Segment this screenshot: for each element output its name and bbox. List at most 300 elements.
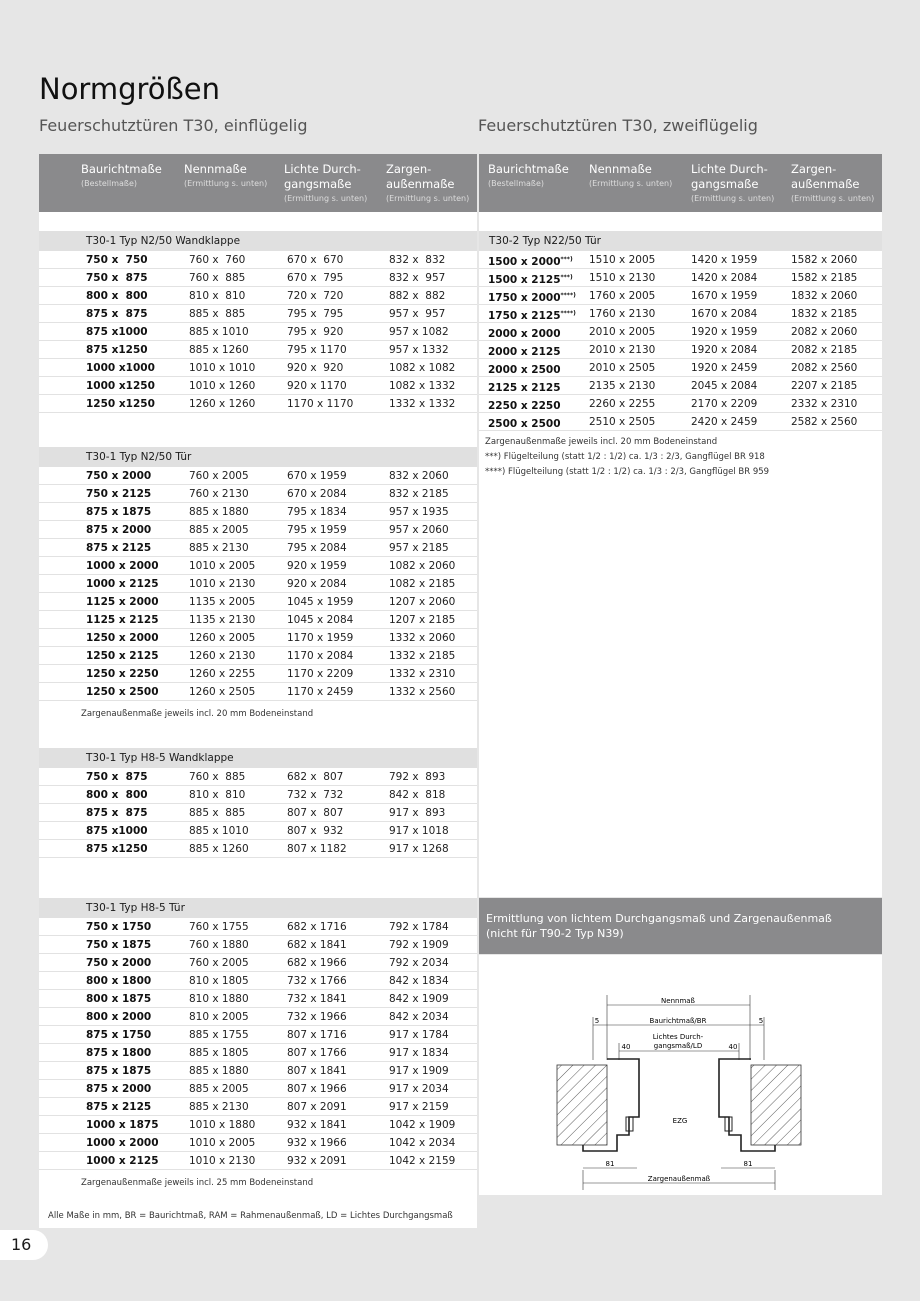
footnote-marker: ***): [560, 256, 573, 263]
cell: 1000 x 2000: [86, 1137, 159, 1149]
cell: 917 x 1834: [389, 1047, 449, 1059]
header-lichte: Lichte Durch- gangsmaße (Ermittlung s. unten): [691, 162, 775, 203]
header-lichte: Lichte Durch- gangsmaße (Ermittlung s. unten): [284, 162, 368, 203]
right-wall-hatch: [751, 1065, 801, 1145]
cell: 2010 x 2005: [589, 326, 656, 338]
cell: 760 x 1755: [189, 921, 249, 933]
cell: 760 x 885: [189, 771, 246, 783]
cell: 1010 x 1880: [189, 1119, 256, 1131]
cell: 750 x 2000: [86, 957, 152, 969]
label-81-right: 81: [743, 1160, 753, 1168]
cell: 792 x 2034: [389, 957, 449, 969]
table-row: [39, 665, 477, 683]
cell: [488, 395, 561, 415]
cell: 1207 x 2185: [389, 614, 456, 626]
cell: 800 x 800: [86, 789, 148, 801]
cell: 1760 x 2130: [589, 308, 656, 320]
table-row: [39, 990, 477, 1008]
cell: 957 x 957: [389, 308, 446, 320]
cell: 807 x 932: [287, 825, 344, 837]
cell: 795 x 795: [287, 308, 344, 320]
cell: 1260 x 2255: [189, 668, 256, 680]
cell: 1332 x 2310: [389, 668, 456, 680]
cell: 807 x 1841: [287, 1065, 347, 1077]
label-ezg: EZG: [672, 1117, 688, 1125]
cell: 885 x 2005: [189, 1083, 249, 1095]
table-row: [39, 395, 477, 413]
cell-value: 2000 x 2000: [488, 328, 561, 340]
table-row: [39, 1026, 477, 1044]
cell: [488, 377, 561, 397]
label-nennmass: Nennmaß: [661, 997, 695, 1005]
cell: 1082 x 1332: [389, 380, 456, 392]
cell: 2010 x 2130: [589, 344, 656, 356]
cell: 2082 x 2060: [791, 326, 858, 338]
cell: 885 x 1880: [189, 506, 249, 518]
cell: 875 x 875: [86, 308, 148, 320]
cell: 1260 x 2130: [189, 650, 256, 662]
info-box: [479, 898, 882, 954]
table-row: [479, 287, 882, 305]
cell: 1045 x 2084: [287, 614, 354, 626]
info-subtitle: (nicht für T90-2 Typ N39): [486, 927, 624, 940]
cell: 842 x 818: [389, 789, 446, 801]
cell: 1582 x 2060: [791, 254, 858, 266]
cell: 1260 x 2005: [189, 632, 256, 644]
table-row: [479, 341, 882, 359]
cell: 1332 x 1332: [389, 398, 456, 410]
cell: 875 x 2000: [86, 524, 152, 536]
cell: 957 x 2060: [389, 524, 449, 536]
cell: 1082 x 2185: [389, 578, 456, 590]
cell: 2045 x 2084: [691, 380, 758, 392]
cell: 1920 x 2084: [691, 344, 758, 356]
cell: 2082 x 2560: [791, 362, 858, 374]
cell: 1000 x1250: [86, 380, 155, 392]
cell: 1000 x 2125: [86, 1155, 159, 1167]
cell: 1125 x 2000: [86, 596, 159, 608]
cell: 875 x1000: [86, 825, 148, 837]
cell: 1010 x 1260: [189, 380, 256, 392]
section-title: T30-1 Typ N2/50 Wandklappe: [39, 231, 477, 251]
cell: 795 x 1959: [287, 524, 347, 536]
cell: 1042 x 1909: [389, 1119, 456, 1131]
cell: 917 x 2034: [389, 1083, 449, 1095]
cell: 1000 x 2000: [86, 560, 159, 572]
cell: 792 x 1909: [389, 939, 449, 951]
footnote-marker: ****): [560, 292, 576, 299]
note-line: Zargenaußenmaße jeweils incl. 20 mm Bodeneinstand: [485, 437, 718, 447]
cell: 800 x 1875: [86, 993, 152, 1005]
cell: 885 x 2130: [189, 542, 249, 554]
table-row: [479, 323, 882, 341]
cell: 810 x 810: [189, 789, 246, 801]
cell: 917 x 1909: [389, 1065, 449, 1077]
table-row: [479, 269, 882, 287]
table-row: [39, 521, 477, 539]
cell: 2260 x 2255: [589, 398, 656, 410]
note-line: ****) Flügelteilung (statt 1/2 : 1/2) ca. 1/3 : 2/3, Gangflügel BR 959: [485, 467, 770, 477]
cell: 1170 x 1959: [287, 632, 354, 644]
label-baurichtmass: Baurichtmaß/BR: [649, 1017, 707, 1025]
cell: [488, 251, 573, 271]
cell: 1135 x 2130: [189, 614, 256, 626]
cell: 885 x 1010: [189, 825, 249, 837]
cell: 885 x 1880: [189, 1065, 249, 1077]
header-zargen: Zargen- außenmaße (Ermittlung s. unten): [791, 162, 875, 203]
cell: 1000 x1000: [86, 362, 155, 374]
page-number: 16: [11, 1235, 32, 1254]
label-lichtes-1: Lichtes Durch-: [652, 1033, 704, 1041]
table-row: [39, 1116, 477, 1134]
cell: 750 x 2000: [86, 470, 152, 482]
cell: 720 x 720: [287, 290, 344, 302]
cell: 807 x 2091: [287, 1101, 347, 1113]
label-zargen: Zargenaußenmaß: [647, 1175, 711, 1183]
cell: 670 x 2084: [287, 488, 347, 500]
cell: 1010 x 2005: [189, 560, 256, 572]
cell: 875 x1000: [86, 326, 148, 338]
cell: 1510 x 2130: [589, 272, 656, 284]
label-5-right: 5: [758, 1017, 764, 1025]
left-table-header: [39, 154, 477, 212]
table-row: [39, 1044, 477, 1062]
table-row: [39, 822, 477, 840]
table-row: [39, 1098, 477, 1116]
cell: 750 x 875: [86, 771, 148, 783]
cell: 832 x 957: [389, 272, 446, 284]
table-row: [479, 359, 882, 377]
cell: 832 x 2060: [389, 470, 449, 482]
cell: 1000 x 1875: [86, 1119, 159, 1131]
cell: 807 x 1766: [287, 1047, 347, 1059]
cell: 792 x 1784: [389, 921, 449, 933]
cell: 1082 x 2060: [389, 560, 456, 572]
section-title: T30-1 Typ H8-5 Tür: [39, 898, 477, 918]
cell: 810 x 2005: [189, 1011, 249, 1023]
cell: 760 x 760: [189, 254, 246, 266]
cell: [488, 305, 576, 325]
table-row: [39, 954, 477, 972]
cell-value: 1750 x 2000: [488, 292, 561, 304]
cell: 760 x 1880: [189, 939, 249, 951]
cell-value: 2000 x 2500: [488, 364, 561, 376]
cell: 1125 x 2125: [86, 614, 159, 626]
cell: 1000 x 2125: [86, 578, 159, 590]
cell: 1082 x 1082: [389, 362, 456, 374]
table-row: [39, 936, 477, 954]
cell: 957 x 1332: [389, 344, 449, 356]
cell: 682 x 1716: [287, 921, 347, 933]
dimension-diagram: [479, 955, 882, 1195]
table-row: [39, 557, 477, 575]
right-notes: [479, 431, 882, 480]
table-row: [39, 323, 477, 341]
cell-value: 2000 x 2125: [488, 346, 561, 358]
cell-value: 2500 x 2500: [488, 418, 561, 430]
cell: 1420 x 1959: [691, 254, 758, 266]
cell: 750 x 1875: [86, 939, 152, 951]
cell: 750 x 2125: [86, 488, 152, 500]
cell: 1332 x 2185: [389, 650, 456, 662]
cell: 750 x 875: [86, 272, 148, 284]
cell: 1920 x 1959: [691, 326, 758, 338]
cell: 750 x 750: [86, 254, 148, 266]
cell: 832 x 2185: [389, 488, 449, 500]
table-row: [39, 1134, 477, 1152]
cell: 1260 x 2505: [189, 686, 256, 698]
cell: 795 x 2084: [287, 542, 347, 554]
table-row: [39, 611, 477, 629]
table-row: [39, 467, 477, 485]
cell: 807 x 1182: [287, 843, 347, 855]
cell: 682 x 1841: [287, 939, 347, 951]
right-table-header: [479, 154, 882, 212]
cell: 1832 x 2185: [791, 308, 858, 320]
cell: 1920 x 2459: [691, 362, 758, 374]
left-section: [39, 231, 477, 413]
table-row: [39, 251, 477, 269]
left-section: [39, 447, 477, 722]
cell: 932 x 1966: [287, 1137, 347, 1149]
cell: 1250 x 2500: [86, 686, 159, 698]
cell: 807 x 1716: [287, 1029, 347, 1041]
cell: 885 x 1805: [189, 1047, 249, 1059]
note-line: ***) Flügelteilung (statt 1/2 : 1/2) ca. 1/3 : 2/3, Gangflügel BR 918: [485, 452, 765, 462]
cell: 1250 x 2250: [86, 668, 159, 680]
cell: 2170 x 2209: [691, 398, 758, 410]
cell: 920 x 1959: [287, 560, 347, 572]
header-nennmasse: Nennmaße (Ermittlung s. unten): [184, 162, 268, 188]
info-title: Ermittlung von lichtem Durchgangsmaß und Zargenaußenmaß: [486, 912, 832, 925]
cell: 1045 x 1959: [287, 596, 354, 608]
cell: 885 x 1755: [189, 1029, 249, 1041]
cell: 2207 x 2185: [791, 380, 858, 392]
cell: [488, 287, 576, 307]
cell: 1510 x 2005: [589, 254, 656, 266]
cell: 875 x1250: [86, 843, 148, 855]
cell: 807 x 807: [287, 807, 344, 819]
cell: 2510 x 2505: [589, 416, 656, 428]
cell-value: 2125 x 2125: [488, 382, 561, 394]
header-nennmasse: Nennmaße (Ermittlung s. unten): [589, 162, 673, 188]
cell: 2582 x 2560: [791, 416, 858, 428]
cell: 875 x 2125: [86, 542, 152, 554]
cell: 1010 x 1010: [189, 362, 256, 374]
table-row: [39, 1152, 477, 1170]
cell: 875 x 2125: [86, 1101, 152, 1113]
cell: 2082 x 2185: [791, 344, 858, 356]
cell: 842 x 1834: [389, 975, 449, 987]
cell-value: 1500 x 2000: [488, 256, 561, 268]
cell: 885 x 2130: [189, 1101, 249, 1113]
cell: 1207 x 2060: [389, 596, 456, 608]
table-row: [39, 377, 477, 395]
cell: 932 x 1841: [287, 1119, 347, 1131]
subtitle-single-leaf: Feuerschutztüren T30, einflügelig: [39, 116, 308, 135]
cell: 885 x 885: [189, 807, 246, 819]
cell-value: 2250 x 2250: [488, 400, 561, 412]
table-row: [39, 575, 477, 593]
left-section: [39, 748, 477, 858]
cell: 795 x 1170: [287, 344, 347, 356]
header-zargen: Zargen- außenmaße (Ermittlung s. unten): [386, 162, 470, 203]
cell: 1170 x 2459: [287, 686, 354, 698]
cell: 800 x 1800: [86, 975, 152, 987]
label-40-left: 40: [621, 1043, 631, 1051]
cell: 810 x 810: [189, 290, 246, 302]
cell: 1135 x 2005: [189, 596, 256, 608]
cell: 1170 x 2209: [287, 668, 354, 680]
cell: 670 x 1959: [287, 470, 347, 482]
cell: 682 x 1966: [287, 957, 347, 969]
cell: 1582 x 2185: [791, 272, 858, 284]
cell: [488, 341, 561, 361]
cell: 1260 x 1260: [189, 398, 256, 410]
cell: 842 x 2034: [389, 1011, 449, 1023]
cell: 885 x 1260: [189, 344, 249, 356]
cell: 957 x 1935: [389, 506, 449, 518]
section-note: Zargenaußenmaße jeweils incl. 25 mm Bodeneinstand: [81, 1178, 314, 1188]
footnote-marker: ***): [560, 274, 573, 281]
cell: 875 x 1750: [86, 1029, 152, 1041]
cell: 1170 x 1170: [287, 398, 354, 410]
table-row: [39, 269, 477, 287]
page-title: Normgrößen: [39, 72, 221, 106]
section-title: T30-2 Typ N22/50 Tür: [479, 231, 882, 251]
cell: 732 x 732: [287, 789, 344, 801]
cell: [488, 269, 573, 289]
cell: [488, 323, 561, 343]
cell: 885 x 885: [189, 308, 246, 320]
cell: 1010 x 2130: [189, 578, 256, 590]
cell: 875 x 1800: [86, 1047, 152, 1059]
table-row: [39, 341, 477, 359]
cell: 810 x 1805: [189, 975, 249, 987]
table-row: [479, 305, 882, 323]
cell: 920 x 1170: [287, 380, 347, 392]
cell: 732 x 1766: [287, 975, 347, 987]
table-row: [39, 539, 477, 557]
cell: 760 x 2130: [189, 488, 249, 500]
cell: 842 x 1909: [389, 993, 449, 1005]
cell: 800 x 800: [86, 290, 148, 302]
cell: 917 x 1018: [389, 825, 449, 837]
cell: 875 x 1875: [86, 1065, 152, 1077]
cell: 917 x 2159: [389, 1101, 449, 1113]
cell: 1670 x 2084: [691, 308, 758, 320]
cell: 795 x 920: [287, 326, 344, 338]
cell: 920 x 2084: [287, 578, 347, 590]
right-section: [479, 231, 882, 480]
cell: 2332 x 2310: [791, 398, 858, 410]
cell: 917 x 893: [389, 807, 446, 819]
cell: 1760 x 2005: [589, 290, 656, 302]
section-note: Zargenaußenmaße jeweils incl. 20 mm Bodeneinstand: [81, 709, 314, 719]
cell: 670 x 670: [287, 254, 344, 266]
cell: 760 x 2005: [189, 470, 249, 482]
cell: 1250 x1250: [86, 398, 155, 410]
cell: 795 x 1834: [287, 506, 347, 518]
cell: 885 x 1260: [189, 843, 249, 855]
cell: 1420 x 2084: [691, 272, 758, 284]
cell: 2010 x 2505: [589, 362, 656, 374]
cell: 1250 x 2000: [86, 632, 159, 644]
cell: [488, 359, 561, 379]
cell: 932 x 2091: [287, 1155, 347, 1167]
cell: 1042 x 2159: [389, 1155, 456, 1167]
cell: 800 x 2000: [86, 1011, 152, 1023]
cell: 670 x 795: [287, 272, 344, 284]
cell: 682 x 807: [287, 771, 344, 783]
cell: 1170 x 2084: [287, 650, 354, 662]
table-row: [479, 377, 882, 395]
label-5-left: 5: [594, 1017, 600, 1025]
cell: 760 x 2005: [189, 957, 249, 969]
cell: 885 x 1010: [189, 326, 249, 338]
label-lichtes-2: gangsmaß/LD: [653, 1042, 703, 1050]
label-40-right: 40: [728, 1043, 738, 1051]
table-row: [39, 359, 477, 377]
table-row: [39, 503, 477, 521]
cell: 1832 x 2060: [791, 290, 858, 302]
cell: 807 x 1966: [287, 1083, 347, 1095]
cell: 875 x 1875: [86, 506, 152, 518]
cell: 1332 x 2060: [389, 632, 456, 644]
cell: 1042 x 2034: [389, 1137, 456, 1149]
cell: 957 x 2185: [389, 542, 449, 554]
footnote-marker: ****): [560, 310, 576, 317]
cell: 920 x 920: [287, 362, 344, 374]
table-row: [39, 840, 477, 858]
cell: 957 x 1082: [389, 326, 449, 338]
table-row: [39, 647, 477, 665]
cell: 1010 x 2130: [189, 1155, 256, 1167]
cell: 792 x 893: [389, 771, 446, 783]
table-row: [39, 305, 477, 323]
table-row: [39, 1008, 477, 1026]
table-row: [479, 395, 882, 413]
table-row: [39, 629, 477, 647]
cell: 1670 x 1959: [691, 290, 758, 302]
table-row: [39, 804, 477, 822]
left-wall-hatch: [557, 1065, 607, 1145]
table-row: [479, 251, 882, 269]
section-title: T30-1 Typ H8-5 Wandklappe: [39, 748, 477, 768]
cell: 2420 x 2459: [691, 416, 758, 428]
cell: 760 x 885: [189, 272, 246, 284]
cell: 2135 x 2130: [589, 380, 656, 392]
table-row: [39, 1080, 477, 1098]
table-row: [39, 786, 477, 804]
cell: 1010 x 2005: [189, 1137, 256, 1149]
cell-value: 1500 x 2125: [488, 274, 561, 286]
table-row: [39, 1062, 477, 1080]
cell: [488, 413, 561, 433]
cell-value: 1750 x 2125: [488, 310, 561, 322]
cell: 875 x 875: [86, 807, 148, 819]
table-row: [479, 413, 882, 431]
header-baurichtmasse: Baurichtmaße (Bestellmaße): [488, 162, 569, 188]
cell: 732 x 1841: [287, 993, 347, 1005]
cell: 832 x 832: [389, 254, 446, 266]
footer-note: Alle Maße in mm, BR = Baurichtmaß, RAM = Rahmenaußenmaß, LD = Lichtes Durchgangsmaß: [48, 1211, 453, 1221]
table-row: [39, 768, 477, 786]
section-title: T30-1 Typ N2/50 Tür: [39, 447, 477, 467]
cell: 750 x 1750: [86, 921, 152, 933]
cell: 875 x 2000: [86, 1083, 152, 1095]
table-row: [39, 593, 477, 611]
